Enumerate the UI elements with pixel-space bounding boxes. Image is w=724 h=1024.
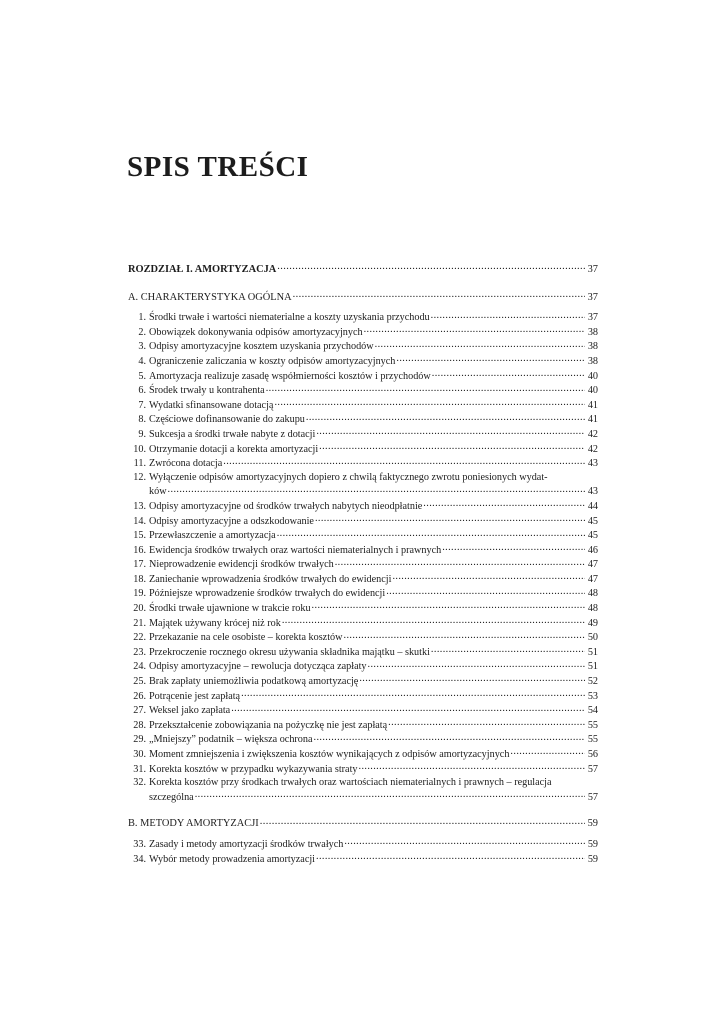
- leader-dots: [241, 689, 585, 699]
- page-number: 50: [587, 632, 598, 644]
- entry-label: Potrącenie jest zapłatą: [149, 690, 241, 702]
- toc-entry[interactable]: [128, 456, 598, 471]
- toc-entry[interactable]: [128, 645, 598, 660]
- toc-entry[interactable]: [128, 499, 598, 514]
- entry-number: 5.: [138, 370, 146, 382]
- page-number: 56: [587, 749, 598, 760]
- section-label: B. METODY AMORTYZACJI: [128, 818, 259, 830]
- page-number: 52: [587, 676, 598, 688]
- entry-number: 32.: [133, 777, 146, 789]
- leader-dots: [314, 732, 585, 742]
- page-number: 51: [587, 661, 598, 673]
- toc-entry[interactable]: [128, 339, 598, 354]
- toc-entry[interactable]: [128, 659, 598, 674]
- page-number: 43: [587, 486, 598, 498]
- page-number: 46: [587, 544, 598, 556]
- page-number: 38: [587, 355, 598, 367]
- leader-dots: [432, 369, 585, 379]
- toc-entry[interactable]: [128, 427, 598, 442]
- entry-number: 3.: [138, 341, 146, 353]
- entry-number: 19.: [133, 588, 146, 600]
- toc-entry[interactable]: [128, 689, 598, 704]
- page-number: 47: [587, 559, 598, 571]
- entry-label: Majątek używany krócej niż rok: [149, 617, 281, 629]
- page-number: 48: [587, 588, 598, 600]
- page-number: 54: [587, 705, 598, 717]
- toc-entry[interactable]: [128, 601, 598, 616]
- toc-entry[interactable]: [128, 557, 598, 572]
- leader-dots: [392, 572, 585, 582]
- entry-label: Korekta kosztów w przypadku wykazywania straty: [149, 763, 358, 775]
- leader-dots: [223, 456, 585, 466]
- leader-dots: [277, 528, 585, 538]
- entry-label: Środek trwały u kontrahenta: [149, 385, 265, 397]
- page-title: SPIS TREŚCI: [127, 151, 309, 183]
- entry-number: 26.: [133, 690, 146, 702]
- entry-number: 10.: [133, 443, 146, 455]
- entry-label: Przekształcenie zobowiązania na pożyczkę nie jest zapłatą: [149, 719, 388, 731]
- entry-number: 2.: [138, 326, 146, 338]
- leader-dots: [335, 557, 585, 567]
- leader-dots: [368, 659, 585, 669]
- leader-dots: [306, 412, 585, 422]
- entry-label: Późniejsze wprowadzenie środków trwałych do ewidencji: [149, 588, 386, 600]
- entry-label: Środki trwałe ujawnione w trakcie roku: [149, 603, 311, 615]
- entry-number: 29.: [133, 734, 146, 746]
- toc-entry[interactable]: [128, 398, 598, 413]
- leader-dots: [388, 718, 585, 728]
- entry-number: 20.: [133, 603, 146, 615]
- entry-label: Zwrócona dotacja: [149, 458, 223, 470]
- toc-entry-line[interactable]: [128, 471, 598, 485]
- toc-entry[interactable]: [128, 762, 598, 777]
- toc-chapter-entry[interactable]: [128, 262, 598, 277]
- leader-dots: [359, 762, 586, 772]
- page-number: 40: [587, 370, 598, 382]
- page-number: 48: [587, 603, 598, 615]
- entry-label: Otrzymanie dotacji a korekta amortyzacji: [149, 443, 319, 455]
- page-number: 43: [587, 458, 598, 470]
- entry-number: 8.: [138, 414, 146, 426]
- toc-section-b[interactable]: [128, 816, 598, 831]
- entry-label: Odpisy amortyzacyjne od środków trwałych nabytych nieodpłatnie: [149, 500, 423, 512]
- leader-dots: [282, 616, 585, 626]
- page-number: 53: [587, 690, 598, 702]
- page-number: 59: [587, 853, 598, 865]
- toc-entry[interactable]: [128, 369, 598, 384]
- page-number: 57: [587, 791, 598, 803]
- entry-label: Przekazanie na cele osobiste – korekta kosztów: [149, 632, 343, 644]
- page-number: 37: [587, 264, 598, 275]
- entry-label: Sukcesja a środki trwałe nabyte z dotacji: [149, 428, 316, 440]
- entry-number: 24.: [133, 661, 146, 673]
- entry-label: Odpisy amortyzacyjne kosztem uzyskania przychodów: [149, 341, 374, 353]
- leader-dots: [319, 442, 585, 452]
- leader-dots: [375, 339, 585, 349]
- entry-label: Korekta kosztów przy środkach trwałych oraz wartościach niematerialnych i prawnych – regulacja: [149, 777, 552, 789]
- entry-number: 22.: [133, 632, 146, 644]
- toc-entry[interactable]: [128, 703, 598, 718]
- entry-number: 21.: [133, 617, 146, 629]
- entry-number: 16.: [133, 544, 146, 556]
- entry-number: 17.: [133, 559, 146, 571]
- leader-dots: [423, 499, 585, 509]
- entry-number: 18.: [133, 573, 146, 585]
- page-number: 42: [587, 428, 598, 440]
- leader-dots: [274, 398, 585, 408]
- entry-number: 28.: [133, 719, 146, 731]
- leader-dots: [195, 790, 585, 800]
- entry-label: Moment zmniejszenia i zwiększenia kosztów wynikających z odpisów amortyzacyjnych: [149, 749, 510, 760]
- entry-label: Odpisy amortyzacyjne – rewolucja dotycząca zapłaty: [149, 661, 367, 673]
- entry-label: Zasady i metody amortyzacji środków trwałych: [149, 838, 344, 850]
- leader-dots: [364, 325, 585, 335]
- entry-number: 30.: [133, 749, 146, 760]
- toc-section-a[interactable]: [128, 290, 598, 305]
- entry-number: 11.: [133, 458, 146, 470]
- page-number: 38: [587, 326, 598, 338]
- leader-dots: [260, 816, 585, 826]
- entry-number: 1.: [138, 312, 146, 324]
- page-number: 41: [587, 414, 598, 426]
- leader-dots: [386, 586, 585, 596]
- toc-entry[interactable]: [128, 528, 598, 543]
- section-b-items: [128, 837, 598, 866]
- entry-number: 4.: [138, 355, 146, 367]
- page-number: 55: [587, 734, 598, 746]
- toc-entry[interactable]: [128, 572, 598, 587]
- toc-entry[interactable]: [128, 412, 598, 427]
- entry-number: 14.: [133, 515, 146, 527]
- page-number: 41: [587, 399, 598, 411]
- entry-label: Przewłaszczenie a amortyzacja: [149, 530, 276, 542]
- leader-dots: [277, 262, 585, 272]
- entry-number: 13.: [133, 500, 146, 512]
- leader-dots: [396, 354, 585, 364]
- entry-label: Brak zapłaty uniemożliwia podatkową amortyzację: [149, 676, 359, 688]
- page-number: 59: [587, 838, 598, 850]
- toc-entry[interactable]: [128, 543, 598, 558]
- toc-entry[interactable]: [128, 837, 598, 852]
- page-number: 59: [587, 818, 598, 830]
- page-number: 49: [587, 617, 598, 629]
- entry-number: 6.: [138, 385, 146, 397]
- toc-entry[interactable]: [128, 747, 598, 762]
- toc-entry[interactable]: [128, 354, 598, 369]
- leader-dots: [266, 383, 585, 393]
- entry-number: 15.: [133, 530, 146, 542]
- entry-label: Wydatki sfinansowane dotacją: [149, 399, 274, 411]
- entry-label: Obowiązek dokonywania odpisów amortyzacyjnych: [149, 326, 363, 338]
- entry-label: Środki trwałe i wartości niematerialne a koszty uzyskania przychodu: [149, 312, 430, 324]
- entry-label: Wyłączenie odpisów amortyzacyjnych dopiero z chwilą faktycznego zwrotu poniesionych wydat-: [149, 471, 548, 483]
- entry-label-continued: szczególna: [149, 791, 194, 803]
- toc-entry[interactable]: [128, 616, 598, 631]
- leader-dots: [316, 427, 585, 437]
- leader-dots: [231, 703, 585, 713]
- entry-number: 9.: [138, 428, 146, 440]
- page-number: 57: [587, 763, 598, 775]
- entry-number: 25.: [133, 676, 146, 688]
- entry-label: Ograniczenie zaliczania w koszty odpisów amortyzacyjnych: [149, 355, 396, 367]
- leader-dots: [431, 310, 585, 320]
- page-number: 42: [587, 443, 598, 455]
- toc-entry[interactable]: [128, 674, 598, 689]
- toc-entry[interactable]: [128, 514, 598, 529]
- leader-dots: [293, 290, 585, 300]
- leader-dots: [316, 852, 585, 862]
- page-number: 40: [587, 385, 598, 397]
- toc-entry[interactable]: [128, 718, 598, 733]
- page-number: 37: [587, 291, 598, 303]
- entry-number: 34.: [133, 853, 146, 865]
- section-a-items: [128, 310, 598, 804]
- leader-dots: [510, 747, 585, 757]
- toc-entry-continuation[interactable]: [128, 484, 598, 499]
- page-number: 45: [587, 515, 598, 527]
- page-number: 45: [587, 530, 598, 542]
- toc-entry[interactable]: [128, 310, 598, 325]
- entry-label: Ewidencja środków trwałych oraz wartości niematerialnych i prawnych: [149, 544, 442, 556]
- entry-number: 7.: [138, 399, 146, 411]
- toc-entry[interactable]: [128, 325, 598, 340]
- entry-number: 12.: [133, 471, 146, 483]
- chapter-label: ROZDZIAŁ I. AMORTYZACJA: [128, 264, 277, 275]
- entry-label: Zaniechanie wprowadzenia środków trwałych do ewidencji: [149, 573, 392, 585]
- entry-label: Wybór metody prowadzenia amortyzacji: [149, 853, 315, 865]
- page-number: 55: [587, 719, 598, 731]
- toc-entry-continuation[interactable]: [128, 790, 598, 805]
- entry-number: 27.: [133, 705, 146, 717]
- entry-number: 23.: [133, 646, 146, 658]
- entry-label: Przekroczenie rocznego okresu używania składnika majątku – skutki: [149, 646, 430, 658]
- entry-number: 31.: [133, 763, 146, 775]
- section-label: A. CHARAKTERYSTYKA OGÓLNA: [128, 291, 292, 303]
- page-number: 51: [587, 646, 598, 658]
- toc-entry-line[interactable]: [128, 776, 598, 790]
- entry-number: 33.: [133, 838, 146, 850]
- toc-entry[interactable]: [128, 442, 598, 457]
- toc-entry[interactable]: [128, 586, 598, 601]
- entry-label: Weksel jako zapłata: [149, 705, 231, 717]
- entry-label: Amortyzacja realizuje zasadę współmierności kosztów i przychodów: [149, 370, 431, 382]
- page-number: 47: [587, 573, 598, 585]
- entry-label: Odpisy amortyzacyjne a odszkodowanie: [149, 515, 314, 527]
- page-number: 44: [587, 500, 598, 512]
- leader-dots: [312, 601, 585, 611]
- leader-dots: [168, 484, 585, 494]
- toc-entry[interactable]: [128, 852, 598, 867]
- leader-dots: [431, 645, 585, 655]
- toc-entry[interactable]: [128, 383, 598, 398]
- entry-label: „Mniejszy” podatnik – większa ochrona: [149, 734, 313, 746]
- leader-dots: [344, 837, 585, 847]
- page-number: 38: [587, 341, 598, 353]
- leader-dots: [344, 630, 586, 640]
- entry-label-continued: ków: [149, 486, 167, 498]
- leader-dots: [315, 514, 585, 524]
- toc-entry[interactable]: [128, 630, 598, 645]
- entry-label: Nieprowadzenie ewidencji środków trwałych: [149, 559, 334, 571]
- page-number: 37: [587, 312, 598, 324]
- leader-dots: [359, 674, 585, 684]
- table-of-contents: [128, 262, 598, 866]
- entry-label: Częściowe dofinansowanie do zakupu: [149, 414, 305, 426]
- leader-dots: [442, 543, 585, 553]
- toc-entry[interactable]: [128, 732, 598, 747]
